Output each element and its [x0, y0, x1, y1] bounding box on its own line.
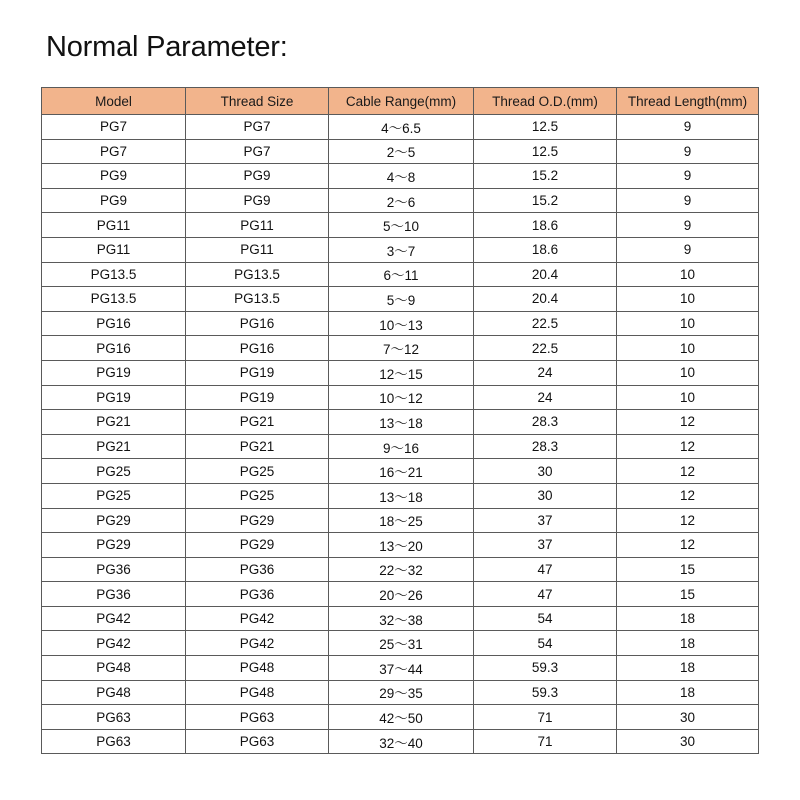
- cell-cable-range: 2～5: [329, 139, 474, 164]
- cell-thread-length: 10: [617, 385, 759, 410]
- cell-model: PG13.5: [42, 287, 186, 312]
- cell-thread-length: 12: [617, 459, 759, 484]
- cell-cable-range: 25～31: [329, 631, 474, 656]
- cell-thread-size: PG7: [186, 115, 329, 140]
- cell-thread-size: PG21: [186, 434, 329, 459]
- cell-thread-size: PG16: [186, 311, 329, 336]
- cell-model: PG19: [42, 385, 186, 410]
- column-header-thread-length: Thread Length(mm): [617, 88, 759, 115]
- cell-thread-length: 30: [617, 729, 759, 754]
- cell-thread-length: 10: [617, 311, 759, 336]
- column-header-thread-size: Thread Size: [186, 88, 329, 115]
- cell-cable-range: 37～44: [329, 656, 474, 681]
- cell-model: PG29: [42, 508, 186, 533]
- cell-thread-od: 30: [474, 483, 617, 508]
- cell-thread-length: 12: [617, 483, 759, 508]
- cell-thread-length: 18: [617, 680, 759, 705]
- cell-thread-length: 9: [617, 213, 759, 238]
- cell-thread-od: 37: [474, 508, 617, 533]
- cell-model: PG42: [42, 606, 186, 631]
- cell-cable-range: 3～7: [329, 237, 474, 262]
- cell-model: PG9: [42, 188, 186, 213]
- table-row: [42, 262, 759, 287]
- table-row: [42, 656, 759, 681]
- cell-model: PG25: [42, 459, 186, 484]
- table-row: [42, 483, 759, 508]
- cell-thread-size: PG19: [186, 385, 329, 410]
- cell-cable-range: 32～38: [329, 606, 474, 631]
- table-row: [42, 139, 759, 164]
- cell-thread-size: PG63: [186, 729, 329, 754]
- cell-cable-range: 16～21: [329, 459, 474, 484]
- table-row: [42, 631, 759, 656]
- table-row: [42, 606, 759, 631]
- table-row: [42, 115, 759, 140]
- cell-cable-range: 20～26: [329, 582, 474, 607]
- table-row: [42, 164, 759, 189]
- cell-model: PG7: [42, 115, 186, 140]
- cell-model: PG36: [42, 557, 186, 582]
- table-row: [42, 459, 759, 484]
- table-row: [42, 680, 759, 705]
- table-row: [42, 410, 759, 435]
- table-row: [42, 237, 759, 262]
- cell-thread-length: 9: [617, 115, 759, 140]
- cell-thread-length: 10: [617, 262, 759, 287]
- cell-thread-size: PG13.5: [186, 262, 329, 287]
- cell-cable-range: 29～35: [329, 680, 474, 705]
- cell-thread-size: PG9: [186, 188, 329, 213]
- cell-model: PG48: [42, 680, 186, 705]
- table-row: [42, 533, 759, 558]
- table-row: [42, 385, 759, 410]
- cell-thread-od: 12.5: [474, 115, 617, 140]
- cell-thread-od: 28.3: [474, 434, 617, 459]
- cell-thread-od: 24: [474, 360, 617, 385]
- cell-cable-range: 18～25: [329, 508, 474, 533]
- cell-thread-size: PG13.5: [186, 287, 329, 312]
- table-row: [42, 287, 759, 312]
- cell-thread-size: PG9: [186, 164, 329, 189]
- table-body: [42, 115, 759, 754]
- cell-model: PG48: [42, 656, 186, 681]
- cell-cable-range: 13～18: [329, 483, 474, 508]
- cell-thread-length: 12: [617, 508, 759, 533]
- cell-cable-range: 13～20: [329, 533, 474, 558]
- table-row: [42, 336, 759, 361]
- cell-model: PG16: [42, 336, 186, 361]
- cell-model: PG11: [42, 213, 186, 238]
- table-row: [42, 557, 759, 582]
- cell-thread-od: 20.4: [474, 262, 617, 287]
- cell-thread-size: PG42: [186, 631, 329, 656]
- parameter-table: [41, 87, 759, 754]
- cell-thread-length: 9: [617, 139, 759, 164]
- cell-thread-length: 18: [617, 656, 759, 681]
- cell-thread-length: 15: [617, 582, 759, 607]
- column-header-cable-range: Cable Range(mm): [329, 88, 474, 115]
- cell-thread-size: PG25: [186, 483, 329, 508]
- cell-thread-od: 12.5: [474, 139, 617, 164]
- cell-thread-od: 37: [474, 533, 617, 558]
- cell-cable-range: 42～50: [329, 705, 474, 730]
- cell-thread-length: 12: [617, 410, 759, 435]
- table-row: [42, 729, 759, 754]
- cell-model: PG16: [42, 311, 186, 336]
- cell-thread-od: 24: [474, 385, 617, 410]
- cell-model: PG25: [42, 483, 186, 508]
- cell-cable-range: 5～9: [329, 287, 474, 312]
- cell-thread-od: 47: [474, 557, 617, 582]
- cell-thread-length: 10: [617, 336, 759, 361]
- cell-thread-length: 15: [617, 557, 759, 582]
- table-row: [42, 213, 759, 238]
- cell-thread-od: 18.6: [474, 237, 617, 262]
- cell-thread-size: PG11: [186, 237, 329, 262]
- cell-thread-od: 59.3: [474, 680, 617, 705]
- cell-thread-size: PG48: [186, 656, 329, 681]
- cell-thread-od: 54: [474, 631, 617, 656]
- cell-cable-range: 9～16: [329, 434, 474, 459]
- cell-thread-size: PG21: [186, 410, 329, 435]
- cell-thread-size: PG42: [186, 606, 329, 631]
- cell-cable-range: 4～6.5: [329, 115, 474, 140]
- cell-cable-range: 10～13: [329, 311, 474, 336]
- cell-thread-size: PG19: [186, 360, 329, 385]
- cell-cable-range: 4～8: [329, 164, 474, 189]
- cell-thread-od: 18.6: [474, 213, 617, 238]
- cell-model: PG13.5: [42, 262, 186, 287]
- cell-cable-range: 32～40: [329, 729, 474, 754]
- cell-model: PG21: [42, 410, 186, 435]
- column-header-thread-od: Thread O.D.(mm): [474, 88, 617, 115]
- cell-thread-size: PG36: [186, 557, 329, 582]
- cell-model: PG63: [42, 729, 186, 754]
- cell-thread-od: 28.3: [474, 410, 617, 435]
- cell-model: PG63: [42, 705, 186, 730]
- cell-cable-range: 13～18: [329, 410, 474, 435]
- column-header-model: Model: [42, 88, 186, 115]
- table-row: [42, 188, 759, 213]
- cell-thread-size: PG11: [186, 213, 329, 238]
- cell-thread-od: 71: [474, 729, 617, 754]
- cell-thread-length: 10: [617, 287, 759, 312]
- table-row: [42, 360, 759, 385]
- cell-thread-od: 30: [474, 459, 617, 484]
- cell-cable-range: 6～11: [329, 262, 474, 287]
- table-row: [42, 434, 759, 459]
- cell-model: PG42: [42, 631, 186, 656]
- cell-thread-length: 10: [617, 360, 759, 385]
- table-row: [42, 311, 759, 336]
- cell-thread-od: 71: [474, 705, 617, 730]
- cell-thread-od: 15.2: [474, 164, 617, 189]
- cell-model: PG11: [42, 237, 186, 262]
- cell-cable-range: 12～15: [329, 360, 474, 385]
- cell-thread-size: PG36: [186, 582, 329, 607]
- cell-thread-length: 9: [617, 188, 759, 213]
- table-row: [42, 582, 759, 607]
- cell-thread-size: PG16: [186, 336, 329, 361]
- cell-cable-range: 10～12: [329, 385, 474, 410]
- cell-thread-od: 20.4: [474, 287, 617, 312]
- cell-thread-od: 15.2: [474, 188, 617, 213]
- cell-thread-od: 22.5: [474, 311, 617, 336]
- cell-thread-od: 22.5: [474, 336, 617, 361]
- cell-thread-od: 54: [474, 606, 617, 631]
- cell-thread-length: 9: [617, 237, 759, 262]
- cell-thread-length: 18: [617, 631, 759, 656]
- cell-model: PG9: [42, 164, 186, 189]
- cell-thread-size: PG29: [186, 533, 329, 558]
- cell-model: PG7: [42, 139, 186, 164]
- cell-model: PG29: [42, 533, 186, 558]
- cell-thread-length: 12: [617, 533, 759, 558]
- table-header-row: [42, 88, 759, 115]
- cell-thread-od: 47: [474, 582, 617, 607]
- cell-model: PG36: [42, 582, 186, 607]
- cell-thread-length: 12: [617, 434, 759, 459]
- cell-thread-length: 18: [617, 606, 759, 631]
- cell-cable-range: 5～10: [329, 213, 474, 238]
- table-row: [42, 508, 759, 533]
- page-title: Normal Parameter:: [46, 31, 288, 63]
- cell-thread-size: PG25: [186, 459, 329, 484]
- cell-thread-size: PG7: [186, 139, 329, 164]
- cell-thread-size: PG29: [186, 508, 329, 533]
- cell-thread-length: 30: [617, 705, 759, 730]
- cell-cable-range: 2～6: [329, 188, 474, 213]
- cell-cable-range: 22～32: [329, 557, 474, 582]
- cell-thread-size: PG48: [186, 680, 329, 705]
- cell-thread-od: 59.3: [474, 656, 617, 681]
- cell-model: PG21: [42, 434, 186, 459]
- cell-model: PG19: [42, 360, 186, 385]
- table-row: [42, 705, 759, 730]
- cell-thread-length: 9: [617, 164, 759, 189]
- cell-cable-range: 7～12: [329, 336, 474, 361]
- cell-thread-size: PG63: [186, 705, 329, 730]
